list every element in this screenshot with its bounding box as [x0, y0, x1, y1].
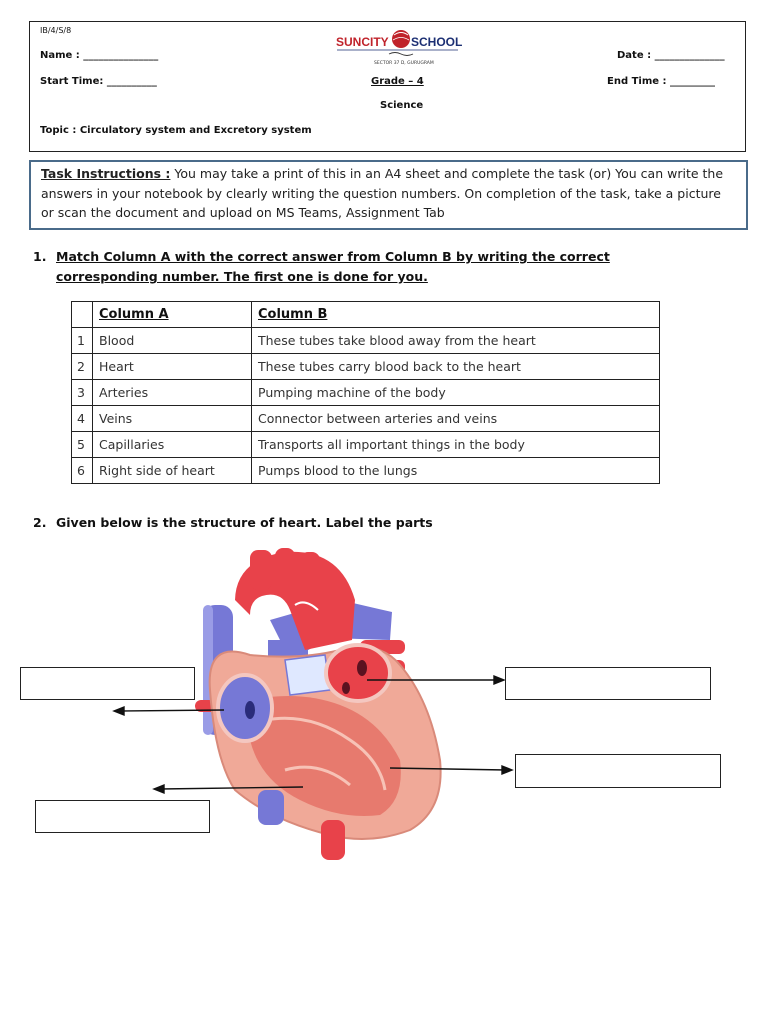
date-field[interactable]: Date : ______________	[617, 50, 725, 61]
end-time-field[interactable]: End Time : _________	[607, 76, 716, 87]
descending-aorta	[321, 820, 345, 860]
question1-line1: Match Column A with the correct answer from Column B by writing the correct	[56, 249, 610, 264]
table-row	[72, 458, 660, 484]
table-header-num	[72, 302, 93, 328]
logo-tagline: SECTOR 37 D, GURUGRAM	[374, 61, 434, 66]
column-a-cell: Heart	[93, 354, 252, 380]
school-logo	[334, 26, 464, 68]
question1-line2: corresponding number. The first one is done for you.	[56, 269, 428, 284]
table-header-row	[72, 302, 660, 328]
column-b-cell: Pumps blood to the lungs	[252, 458, 660, 484]
table-header-column-b: Column B	[252, 302, 660, 328]
row-number: 6	[72, 458, 93, 484]
row-number: 1	[72, 328, 93, 354]
logo-word2: SCHOOL	[411, 35, 463, 49]
question1-text	[56, 247, 610, 287]
column-b-cell: These tubes carry blood back to the heart	[252, 354, 660, 380]
label-answer-box-3[interactable]	[515, 754, 721, 788]
column-a-cell: Veins	[93, 406, 252, 432]
column-b-cell: Pumping machine of the body	[252, 380, 660, 406]
column-b-cell: Transports all important things in the body	[252, 432, 660, 458]
task-instructions-label: Task Instructions :	[41, 166, 171, 181]
column-a-cell: Arteries	[93, 380, 252, 406]
school-logo-graphic	[334, 26, 464, 68]
table-row	[72, 328, 660, 354]
match-table	[71, 301, 660, 484]
grade-label: Grade – 4	[371, 76, 424, 87]
row-number: 3	[72, 380, 93, 406]
topic-label: Topic : Circulatory system and Excretory system	[40, 125, 312, 136]
column-b-cell: These tubes take blood away from the heart	[252, 328, 660, 354]
row-number: 4	[72, 406, 93, 432]
table-row	[72, 432, 660, 458]
subject-label: Science	[380, 100, 424, 111]
table-header-column-a: Column A	[93, 302, 252, 328]
name-field[interactable]: Name : _______________	[40, 50, 159, 61]
column-a-cell: Right side of heart	[93, 458, 252, 484]
question1-number: 1.	[33, 249, 47, 264]
table-row	[72, 380, 660, 406]
table-row	[72, 406, 660, 432]
column-a-cell: Capillaries	[93, 432, 252, 458]
column-b-cell: Connector between arteries and veins	[252, 406, 660, 432]
logo-word1: SUNCITY	[336, 35, 389, 49]
column-a-cell: Blood	[93, 328, 252, 354]
task-instructions-text: You may take a print of this in an A4 sheet and complete the task (or) You can write the answers in your notebook by clearly writing the question numbers. On completion of the task, take a picture or scan the document and upload on MS Teams, Assignment Tab	[41, 166, 724, 220]
label-answer-box-1[interactable]	[20, 667, 195, 700]
label-answer-box-2[interactable]	[505, 667, 711, 700]
task-instructions-box	[29, 160, 748, 230]
label-answer-box-4[interactable]	[35, 800, 210, 833]
row-number: 2	[72, 354, 93, 380]
question2-text: Given below is the structure of heart. Label the parts	[56, 515, 433, 530]
question2-number: 2.	[33, 515, 47, 530]
table-row	[72, 354, 660, 380]
inferior-vena-cava	[258, 790, 284, 825]
row-number: 5	[72, 432, 93, 458]
document-ref: IB/4/S/8	[40, 26, 72, 35]
start-time-field[interactable]: Start Time: __________	[40, 76, 157, 87]
